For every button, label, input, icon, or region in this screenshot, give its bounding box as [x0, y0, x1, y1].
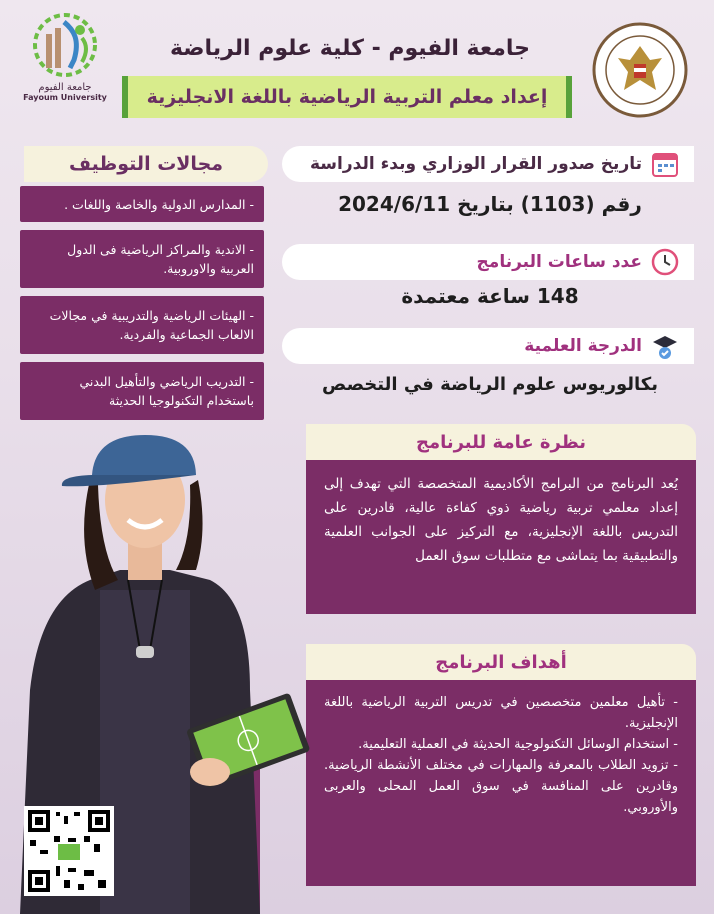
university-emblem-icon — [30, 10, 100, 80]
degree-label-bar — [282, 328, 694, 364]
employment-item — [20, 186, 264, 222]
calendar-icon — [650, 149, 680, 179]
qr-code[interactable] — [24, 806, 114, 896]
university-name-en: Fayoum University — [23, 93, 107, 102]
graduation-cap-icon — [650, 331, 680, 361]
fayoum-university-logo — [22, 10, 108, 114]
eagle-seal-icon — [590, 20, 690, 120]
employment-item-text: - الاندية والمراكز الرياضية فى الدول العربية والاوروبية. — [67, 242, 254, 276]
clock-icon — [650, 247, 680, 277]
employment-item-text: - المدارس الدولية والخاصة واللغات . — [64, 196, 254, 212]
page-title: جامعة الفيوم - كلية علوم الرياضة — [169, 36, 531, 61]
ministry-seal — [590, 20, 690, 120]
degree-label: الدرجة العلمية — [524, 336, 642, 356]
goals-title: أهداف البرنامج — [306, 644, 696, 680]
employment-item-text: - الهيئات الرياضية والتدريبية في مجالات الالعاب الجماعية والفردية. — [49, 308, 254, 342]
employment-title: مجالات التوظيف — [24, 146, 268, 182]
overview-body — [306, 460, 696, 614]
overview-text: يُعد البرنامج من البرامج الأكاديمية المتخصصة التي تهدف إلى إعداد معلمي تربية رياضية ذوي كفاءة عالية، قادرين على التدريس باللغة الإنجليزية، مع التركيز على الجوانب العلمية والتطبيقية بما يتماشى مع متطلبات سوق العمل — [324, 476, 678, 564]
employment-item — [20, 296, 264, 354]
decree-label-bar — [282, 146, 694, 182]
employment-item-text: - التدريب الرياضي والتأهيل البدني باستخدام التكنولوجيا الحديثة — [79, 374, 254, 408]
goal-item: - تأهيل معلمين متخصصين في تدريس التربية الرياضية باللغة الإنجليزية. — [324, 695, 678, 731]
employment-item — [20, 362, 264, 420]
hours-value: 148 ساعة معتمدة — [401, 284, 579, 308]
goals-body — [306, 680, 696, 886]
qr-code-icon — [28, 810, 110, 892]
employment-item — [20, 230, 264, 288]
degree-value: بكالوريوس علوم الرياضة في التخصص — [322, 374, 658, 395]
university-name-ar: جامعة الفيوم — [38, 82, 92, 93]
program-name-banner: إعداد معلم التربية الرياضية باللغة الانجليزية — [122, 76, 572, 118]
goal-item: - استخدام الوسائل التكنولوجية الحديثة في العملية التعليمية. — [358, 737, 678, 752]
hours-label-bar — [282, 244, 694, 280]
goal-item: - تزويد الطلاب بالمعرفة والمهارات في مختلف الأنشطة الرياضية. وقادرين على المنافسة في سوق العمل المحلى والعربى والأوروبي. — [324, 758, 678, 815]
decree-label: تاريخ صدور القرار الوزاري وبدء الدراسة — [310, 154, 642, 174]
overview-title: نظرة عامة للبرنامج — [306, 424, 696, 460]
hours-label: عدد ساعات البرنامج — [476, 252, 642, 272]
decree-value: رقم (1103) بتاريخ 2024/6/11 — [338, 192, 642, 216]
